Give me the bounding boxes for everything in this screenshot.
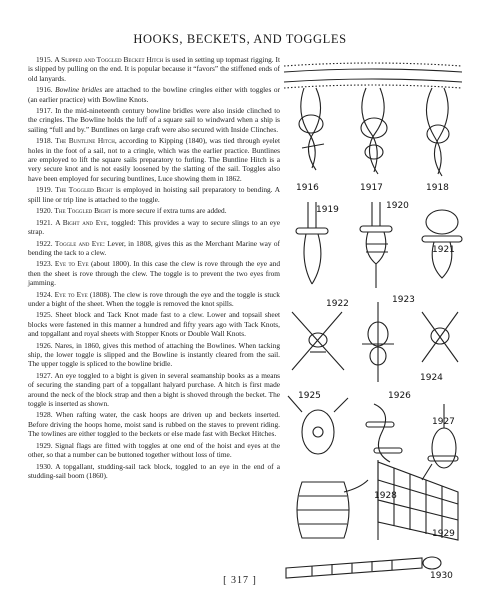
paragraph-1923: 1923. Eye to Eye (about 1800). In this case the clew is rove through the eye and then the sheet is rove through the clew. The toggle is to prevent the two eyes from jamming. <box>28 259 280 288</box>
figure-label-1922: 1922 <box>326 299 349 309</box>
knot-1917-drawing <box>361 88 387 174</box>
figure-label-1924: 1924 <box>420 373 443 383</box>
paragraph-1922: 1922. Toggle and Eye: Lever, in 1808, gives this as the Merchant Marine way of bending the tack to a clew. <box>28 238 280 257</box>
figure-label-1923: 1923 <box>392 295 415 305</box>
illustration-column <box>282 52 464 590</box>
knot-1922-drawing <box>292 312 344 370</box>
knot-illustrations <box>282 52 464 590</box>
paragraph-1920: 1920. The Toggled Bight is more secure if extra turns are added. <box>36 206 227 216</box>
knot-1918-drawing <box>426 88 449 176</box>
knot-1924-drawing <box>422 312 458 362</box>
figure-label-1920: 1920 <box>386 201 409 211</box>
paragraph-1918: 1918. The Buntline Hitch, according to Kipping (1840), was tied through eyelet holes in the foot of a sail, not to a cringle, which was the earlier practice. Buntlines are employed to lift the square sails preparatory to furling. The Buntline Hitch is a very secure knot and is not easily loosened by the slatting of the sail. Toggles also have been employed for securing buntlines, Luce showing them in 1862. <box>28 136 280 183</box>
text-column <box>28 55 280 482</box>
figure-label-1918: 1918 <box>426 183 449 193</box>
knot-1926-drawing <box>366 404 402 462</box>
paragraph-1916: 1916. Bowline bridles are attached to the bowline cringles either with toggles or (an earlier practice) with Bowline Knots. <box>28 85 280 104</box>
figure-label-1928: 1928 <box>374 491 397 501</box>
knot-1916-drawing <box>299 88 324 170</box>
figure-label-1916: 1916 <box>296 183 319 193</box>
paragraph-1921: 1921. A Bight and Eye, toggled: This provides a way to secure slings to an eye strap. <box>28 217 281 236</box>
paragraph-1928: 1928. When rafting water, the cask hoops are driven up and beckets inserted. Before driving the hoops home, moist sand is rubbed on the staves to prevent riding. The towlines are either toggled to the beckets or else made fast with Becket Hitches. <box>28 410 280 439</box>
figure-label-1927: 1927 <box>432 417 455 427</box>
paragraph-1919: 1919. The Toggled Bight is employed in hoisting sail preparatory to bending. A spill line or trip line is attached to the toggle. <box>28 185 280 204</box>
knot-1925-drawing <box>288 396 348 454</box>
paragraph-1925: 1925. Sheet block and Tack Knot made fast to a clew. Lower and topsail sheet blocks were fastened in this manner a hundred and fifty years ago with Tack Knots, and topgallant and royal sheets with Stopper Knots or Double Wall Knots. <box>28 310 280 339</box>
knot-1920-drawing <box>360 202 392 288</box>
cask-1928-drawing <box>297 480 368 538</box>
page-header: HOOKS, BECKETS, AND TOGGLES <box>133 32 347 46</box>
knot-1923-drawing <box>362 302 394 382</box>
figure-label-1929: 1929 <box>432 529 455 539</box>
paragraph-1927: 1927. An eye toggled to a bight is given in several seamanship books as a means of securing the standing part of a topgallant halyard purchase. A hitch is first made around the neck of the block strap and then a bight is shoved through the becket. The toggle is inserted as shown. <box>28 370 280 408</box>
figure-label-1917: 1917 <box>360 183 383 193</box>
paragraph-1926: 1926. Nares, in 1860, gives this method of attaching the Bowlines. When tacking ship, the lower toggle is slipped and the Bowline is instantly cleared from the sail. The upper toggle is spliced to the bowline bridle. <box>28 340 280 369</box>
spar-illustration <box>284 63 462 88</box>
knot-1927-drawing <box>422 404 458 480</box>
knot-1921-drawing <box>422 210 462 278</box>
paragraph-1930: 1930. A topgallant, studding-sail tack block, toggled to an eye in the end of a studding-sail boom (1860). <box>28 461 280 480</box>
figure-label-1921: 1921 <box>432 245 455 255</box>
figure-label-1930: 1930 <box>430 571 453 581</box>
page-number: [ 317 ] <box>223 575 257 586</box>
paragraph-1924: 1924. Eye to Eye (1808). The clew is rove through the eye and the toggle is stuck under a bight of the sheet. When the toggle is removed the knot spills. <box>28 289 280 308</box>
paragraph-1917: 1917. In the mid-nineteenth century bowline bridles were also inside clinched to the cringles. The Bowline holds the luff of a square sail to windward when a ship is sailing “full and by.” Buntlines on large craft were also secured with Inside Clinches. <box>28 106 280 134</box>
paragraph-1915: 1915. A Slipped and Toggled Becket Hitch is used in setting up topmast rigging. It is slipped by pulling on the end. It is popular because it “favors” the stiffened ends of old lanyards. <box>28 55 280 83</box>
figure-label-1919: 1919 <box>316 205 339 215</box>
figure-label-1925: 1925 <box>298 391 321 401</box>
paragraph-1929: 1929. Signal flags are fitted with toggles at one end of the hoist and eyes at the other, so that a number can be buttoned together without loss of time. <box>28 440 280 460</box>
figure-label-1926: 1926 <box>388 391 411 401</box>
